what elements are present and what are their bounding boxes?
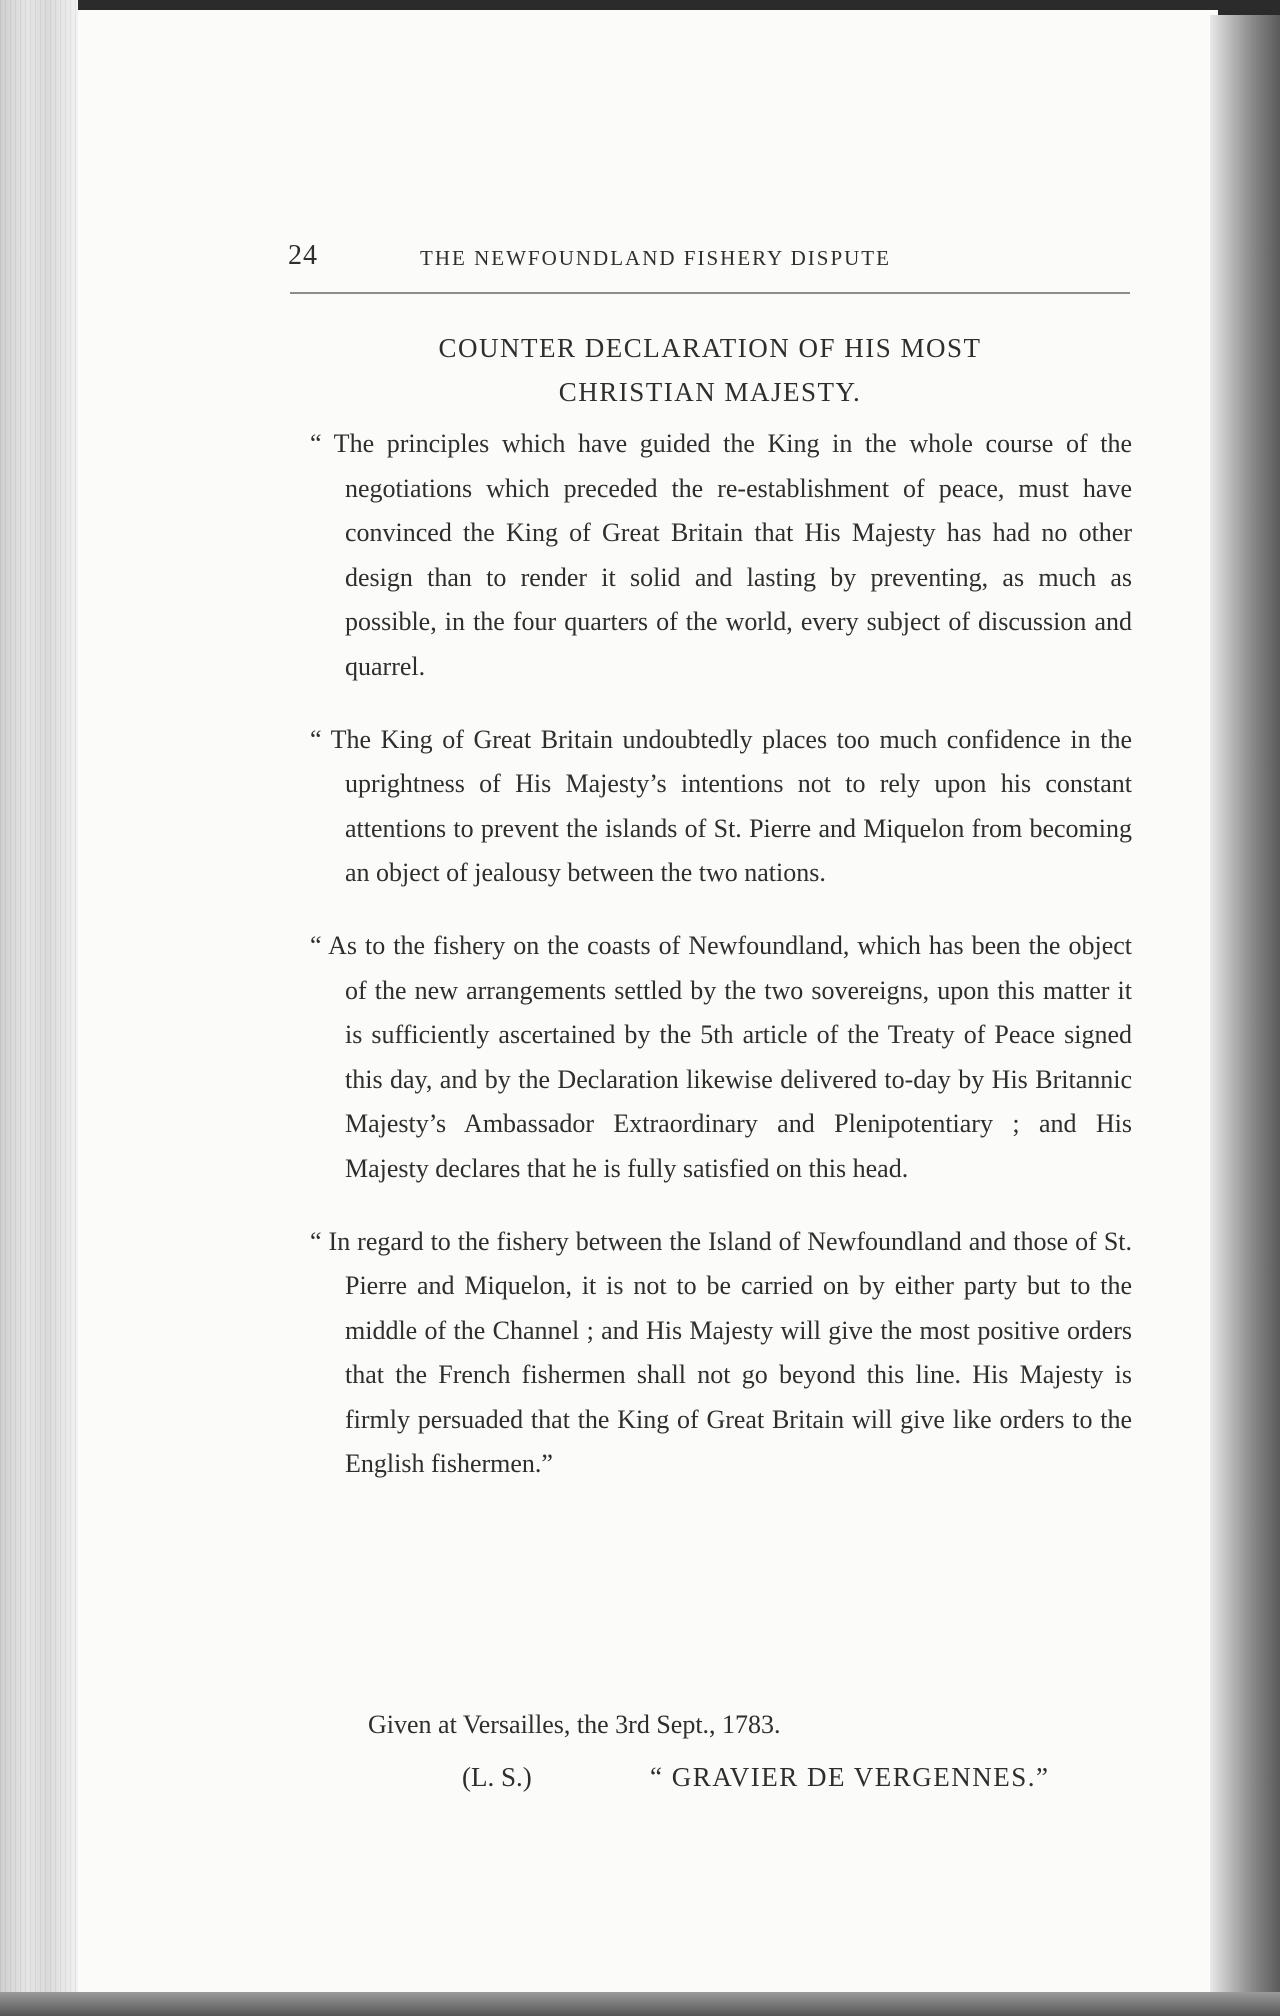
given-at-line: Given at Versailles, the 3rd Sept., 1783. bbox=[368, 1710, 781, 1739]
paragraph: “ The principles which have guided the King in the whole course of the negotiations which preceded the re-establishment of peace, must have convinced the King of Great Britain that His Majesty has had no other design than to render it solid and lasting by preventing, as much as possible, in the four quarters of the world, every subject of discussion and quarrel. bbox=[310, 429, 1132, 681]
paragraph: “ The King of Great Britain undoubtedly places too much confidence in the uprightness of His Majesty’s intentions not to rely upon his constant attentions to prevent the islands of St. Pierre and Miquelon from becoming an object of jealousy between the two nations. bbox=[310, 724, 1132, 888]
bottom-edge bbox=[0, 1992, 1280, 2016]
running-title: THE NEWFOUNDLAND FISHERY DISPUTE bbox=[420, 246, 891, 270]
signature: “ GRAVIER DE VERGENNES.” bbox=[650, 1762, 1050, 1792]
book-page-edges bbox=[0, 0, 78, 2016]
body-text bbox=[310, 422, 1132, 1515]
paragraph: “ In regard to the fishery between the Island of Newfoundland and those of St. Pierre and Miquelon, it is not to be carried on by either party but to the middle of the Channel ; and His Majesty will give the most positive orders that the French fishermen shall not go beyond this line. His Majesty is firmly persuaded that the King of Great Britain will give like orders to the English fishermen.” bbox=[310, 1226, 1132, 1479]
heading-line-2: CHRISTIAN MAJESTY. bbox=[558, 377, 862, 407]
running-header bbox=[288, 240, 1128, 276]
header-rule bbox=[290, 292, 1130, 294]
paragraph: “ As to the fishery on the coasts of Newfoundland, which has been the object of the new arrangements settled by the two sovereigns, upon this matter it is sufficiently ascertained by the 5th article of the Treaty of Peace signed this day, and by the Declaration likewise delivered to-day by His Britannic Majesty’s Ambassador Extraordinary and Plenipotentiary ; and His Majesty declares that he is fully satisfied on this head. bbox=[310, 930, 1132, 1183]
gutter-shadow bbox=[1210, 15, 1280, 2016]
heading-line-1: COUNTER DECLARATION OF HIS MOST bbox=[438, 333, 982, 363]
seal-mark: (L. S.) bbox=[462, 1762, 532, 1792]
page-number: 24 bbox=[288, 240, 318, 271]
section-heading bbox=[290, 326, 1130, 414]
